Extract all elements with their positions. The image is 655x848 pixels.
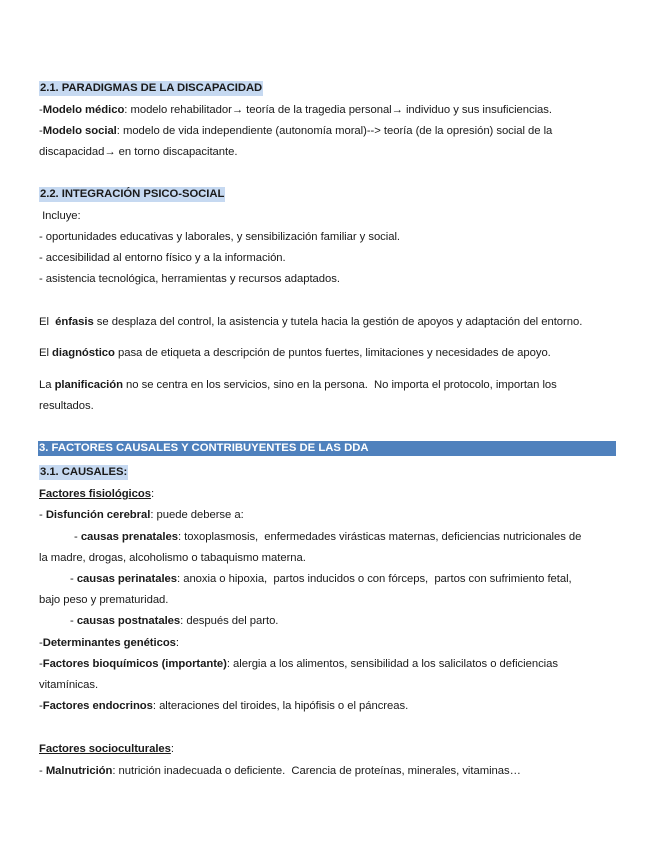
heading-text: 2.2. INTEGRACIÓN PSICO-SOCIAL bbox=[40, 188, 225, 200]
term: Factores socioculturales bbox=[39, 743, 171, 755]
text: - bbox=[39, 509, 46, 521]
causas-prenatales bbox=[74, 530, 581, 544]
paragraph-planificacion bbox=[39, 378, 557, 392]
text: - bbox=[39, 765, 46, 777]
causas-perinatales bbox=[70, 572, 572, 586]
text: : anoxia o hipoxia, partos inducidos o con fórceps, partos con sufrimiento fetal, bbox=[177, 573, 572, 585]
text: - bbox=[70, 573, 77, 585]
text: : bbox=[150, 488, 155, 500]
paragraph-modelo-social-cont: discapacidad→ en torno discapacitante. bbox=[39, 146, 238, 158]
text: : modelo rehabilitador→ teoría de la tragedia personal→ individuo y sus insuficiencias. bbox=[124, 104, 552, 116]
text: - bbox=[39, 658, 43, 670]
paragraph-diagnostico bbox=[39, 346, 551, 360]
paragraph-planificacion-cont: resultados. bbox=[39, 400, 94, 412]
text: : puede deberse a: bbox=[150, 509, 244, 521]
dash: - bbox=[39, 104, 43, 116]
section-heading-2-2 bbox=[39, 187, 225, 202]
causas-postnatales bbox=[70, 614, 278, 628]
paragraph-modelo-medico bbox=[39, 103, 552, 117]
section-heading-3: 3. FACTORES CAUSALES Y CONTRIBUYENTES DE LAS DDA bbox=[38, 441, 616, 456]
text: : modelo de vida independiente (autonomía moral)--> teoría (de la opresión) social de la bbox=[116, 125, 553, 137]
text: - bbox=[39, 700, 43, 712]
text: - bbox=[70, 615, 77, 627]
term: Disfunción cerebral bbox=[45, 509, 151, 521]
text: : después del parto. bbox=[180, 615, 279, 627]
term: Malnutrición bbox=[45, 765, 113, 777]
text: : alergia a los alimentos, sensibilidad a los salicilatos o deficiencias bbox=[226, 658, 558, 670]
section-heading-2-1 bbox=[39, 81, 263, 96]
determinantes-geneticos bbox=[39, 636, 179, 650]
text: - bbox=[74, 531, 81, 543]
text: : nutrición inadecuada o deficiente. Carencia de proteínas, minerales, vitaminas… bbox=[112, 765, 521, 777]
term: Determinantes genéticos bbox=[42, 637, 176, 649]
causas-prenatales-cont: la madre, drogas, alcoholismo o tabaquismo materna. bbox=[39, 552, 306, 564]
term: diagnóstico bbox=[52, 347, 115, 359]
text: El bbox=[39, 347, 53, 359]
term: planificación bbox=[54, 379, 123, 391]
term: causas prenatales bbox=[80, 531, 178, 543]
list-item: - accesibilidad al entorno físico y a la información. bbox=[39, 252, 286, 264]
term: Factores bioquímicos (importante) bbox=[42, 658, 227, 670]
heading-text: 3.1. CAUSALES: bbox=[40, 466, 128, 478]
text: : bbox=[170, 743, 174, 755]
list-item: - asistencia tecnológica, herramientas y recursos adaptados. bbox=[39, 273, 340, 285]
text: La bbox=[39, 379, 55, 391]
term: Factores fisiológicos bbox=[39, 488, 151, 500]
text: : bbox=[175, 637, 180, 649]
factores-bioquimicos bbox=[39, 657, 558, 671]
term: causas postnatales bbox=[76, 615, 181, 627]
term: énfasis bbox=[55, 316, 94, 328]
text: pasa de etiqueta a descripción de puntos fuertes, limitaciones y necesidades de apoyo. bbox=[114, 347, 551, 359]
causas-perinatales-cont: bajo peso y prematuridad. bbox=[39, 594, 169, 606]
text: : toxoplasmosis, enfermedades virásticas maternas, deficiencias nutricionales de bbox=[177, 531, 582, 543]
text: : alteraciones del tiroides, la hipófisis o el páncreas. bbox=[152, 700, 409, 712]
list-item: - oportunidades educativas y laborales, y sensibilización familiar y social. bbox=[39, 231, 401, 243]
malnutricion bbox=[39, 764, 521, 778]
dash: - bbox=[39, 125, 43, 137]
text: El bbox=[39, 316, 56, 328]
factores-endocrinos bbox=[39, 699, 408, 713]
term: Modelo médico bbox=[42, 104, 125, 116]
intro-text: Incluye: bbox=[39, 210, 81, 222]
factores-bioquimicos-cont: vitamínicas. bbox=[39, 679, 99, 691]
factores-fisiologicos-title bbox=[39, 487, 154, 501]
heading-text: 2.1. PARADIGMAS DE LA DISCAPACIDAD bbox=[40, 82, 263, 94]
text: - bbox=[39, 637, 43, 649]
text: se desplaza del control, la asistencia y tutela hacia la gestión de apoyos y adaptación del entorno. bbox=[93, 316, 583, 328]
term: Factores endocrinos bbox=[42, 700, 153, 712]
section-heading-3-1 bbox=[39, 465, 128, 480]
factores-socioculturales-title bbox=[39, 742, 174, 756]
paragraph-enfasis bbox=[39, 315, 582, 329]
disfuncion-cerebral bbox=[39, 508, 244, 522]
text: no se centra en los servicios, sino en la persona. No importa el protocolo, importan los bbox=[122, 379, 557, 391]
term: Modelo social bbox=[42, 125, 117, 137]
term: causas perinatales bbox=[76, 573, 178, 585]
paragraph-modelo-social bbox=[39, 124, 552, 138]
